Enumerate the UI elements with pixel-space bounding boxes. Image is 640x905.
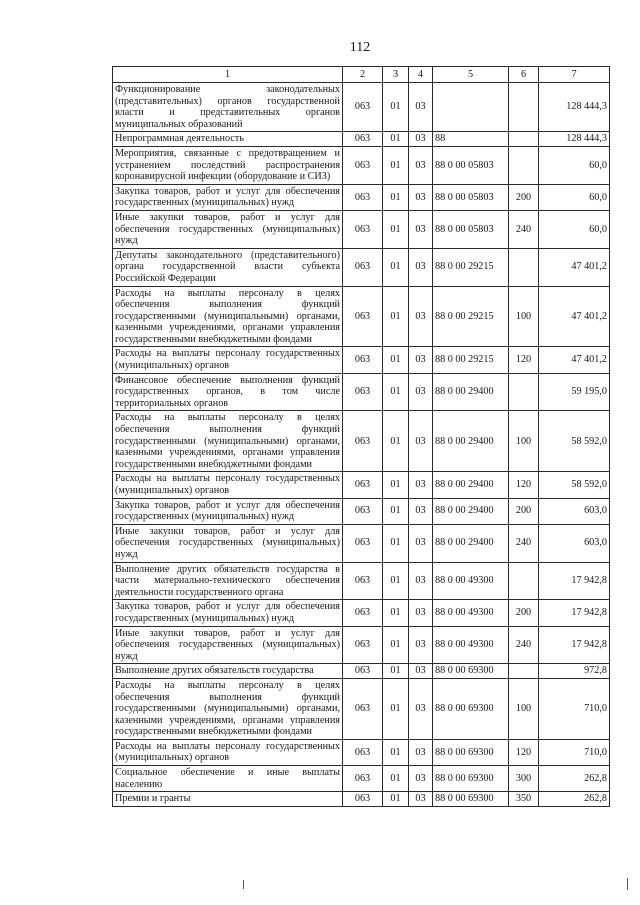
header-cell: 3 xyxy=(383,67,409,83)
header-cell: 7 xyxy=(539,67,610,83)
table-row xyxy=(113,664,610,679)
cell-col-5: 88 0 00 49300 xyxy=(433,562,509,600)
cell-col-2: 063 xyxy=(343,248,383,286)
cell-col-7: 47 401,2 xyxy=(539,347,610,373)
cell-col-6: 120 xyxy=(509,347,539,373)
cell-col-7: 262,8 xyxy=(539,766,610,792)
cell-col-4: 03 xyxy=(409,664,433,679)
cell-col-7: 60,0 xyxy=(539,184,610,210)
cell-row-name: Расходы на выплаты персоналу государственных (муниципальных) органов xyxy=(113,739,343,765)
cell-col-2: 063 xyxy=(343,373,383,411)
cell-col-5: 88 0 00 49300 xyxy=(433,626,509,664)
cell-col-5: 88 0 00 29215 xyxy=(433,286,509,347)
table-row xyxy=(113,498,610,524)
cell-col-2: 063 xyxy=(343,472,383,498)
cell-col-7: 262,8 xyxy=(539,792,610,807)
scan-mark xyxy=(243,880,244,889)
cell-col-4: 03 xyxy=(409,524,433,562)
table-row xyxy=(113,83,610,132)
cell-col-6: 200 xyxy=(509,498,539,524)
cell-col-4: 03 xyxy=(409,248,433,286)
cell-col-3: 01 xyxy=(383,132,409,147)
cell-col-6: 240 xyxy=(509,626,539,664)
cell-col-7: 710,0 xyxy=(539,739,610,765)
cell-col-5: 88 0 00 05803 xyxy=(433,146,509,184)
cell-col-5: 88 0 00 29215 xyxy=(433,248,509,286)
cell-row-name: Иные закупки товаров, работ и услуг для обеспечения государственных (муниципальных) нужд xyxy=(113,210,343,248)
cell-row-name: Закупка товаров, работ и услуг для обеспечения государственных (муниципальных) нужд xyxy=(113,498,343,524)
cell-col-2: 063 xyxy=(343,498,383,524)
table-row xyxy=(113,184,610,210)
cell-col-3: 01 xyxy=(383,411,409,472)
cell-row-name: Непрограммная деятельность xyxy=(113,132,343,147)
cell-col-4: 03 xyxy=(409,411,433,472)
cell-col-7: 603,0 xyxy=(539,498,610,524)
cell-col-3: 01 xyxy=(383,498,409,524)
cell-row-name: Закупка товаров, работ и услуг для обеспечения государственных (муниципальных) нужд xyxy=(113,184,343,210)
cell-col-2: 063 xyxy=(343,184,383,210)
cell-col-6: 100 xyxy=(509,286,539,347)
cell-col-7: 47 401,2 xyxy=(539,248,610,286)
cell-col-6 xyxy=(509,132,539,147)
cell-col-4: 03 xyxy=(409,286,433,347)
cell-col-2: 063 xyxy=(343,83,383,132)
cell-col-5: 88 0 00 05803 xyxy=(433,210,509,248)
cell-col-2: 063 xyxy=(343,626,383,664)
cell-row-name: Расходы на выплаты персоналу государственных (муниципальных) органов xyxy=(113,472,343,498)
table-row xyxy=(113,132,610,147)
cell-col-6: 120 xyxy=(509,739,539,765)
table-row xyxy=(113,766,610,792)
cell-col-5: 88 0 00 49300 xyxy=(433,600,509,626)
cell-col-2: 063 xyxy=(343,524,383,562)
cell-col-7: 59 195,0 xyxy=(539,373,610,411)
table-row xyxy=(113,562,610,600)
cell-col-3: 01 xyxy=(383,373,409,411)
cell-col-7: 972,8 xyxy=(539,664,610,679)
cell-col-5: 88 0 00 69300 xyxy=(433,664,509,679)
cell-col-6 xyxy=(509,83,539,132)
cell-col-7: 60,0 xyxy=(539,210,610,248)
cell-col-7: 58 592,0 xyxy=(539,411,610,472)
header-cell: 2 xyxy=(343,67,383,83)
cell-col-3: 01 xyxy=(383,524,409,562)
table-header-row xyxy=(113,67,610,83)
cell-col-5: 88 0 00 69300 xyxy=(433,739,509,765)
cell-col-2: 063 xyxy=(343,562,383,600)
cell-col-6: 120 xyxy=(509,472,539,498)
cell-col-2: 063 xyxy=(343,286,383,347)
cell-row-name: Расходы на выплаты персоналу в целях обеспечения выполнения функций государственными (муниципальными) органами, казенными учреждениями, органами управления государственными внебюджетными фондами xyxy=(113,286,343,347)
table-row xyxy=(113,739,610,765)
cell-col-3: 01 xyxy=(383,678,409,739)
cell-col-6 xyxy=(509,664,539,679)
cell-col-7: 128 444,3 xyxy=(539,83,610,132)
cell-row-name: Выполнение других обязательств государства xyxy=(113,664,343,679)
cell-col-6: 240 xyxy=(509,210,539,248)
cell-col-5: 88 0 00 69300 xyxy=(433,766,509,792)
budget-table xyxy=(112,66,610,807)
cell-row-name: Социальное обеспечение и иные выплаты населению xyxy=(113,766,343,792)
cell-col-6: 240 xyxy=(509,524,539,562)
table-row xyxy=(113,210,610,248)
cell-col-2: 063 xyxy=(343,600,383,626)
cell-col-6: 200 xyxy=(509,184,539,210)
cell-col-4: 03 xyxy=(409,678,433,739)
cell-col-2: 063 xyxy=(343,146,383,184)
cell-row-name: Закупка товаров, работ и услуг для обеспечения государственных (муниципальных) нужд xyxy=(113,600,343,626)
cell-col-4: 03 xyxy=(409,792,433,807)
cell-col-5: 88 0 00 29400 xyxy=(433,498,509,524)
cell-col-2: 063 xyxy=(343,678,383,739)
cell-row-name: Расходы на выплаты персоналу государственных (муниципальных) органов xyxy=(113,347,343,373)
cell-col-2: 063 xyxy=(343,411,383,472)
cell-col-6: 300 xyxy=(509,766,539,792)
table-row xyxy=(113,373,610,411)
cell-col-5 xyxy=(433,83,509,132)
cell-col-5: 88 0 00 69300 xyxy=(433,792,509,807)
table-row xyxy=(113,626,610,664)
table-row xyxy=(113,678,610,739)
scan-mark xyxy=(627,878,628,890)
cell-col-4: 03 xyxy=(409,347,433,373)
cell-col-6: 350 xyxy=(509,792,539,807)
cell-row-name: Выполнение других обязательств государства в части материально-технического обеспечения деятельности государственного органа xyxy=(113,562,343,600)
cell-col-3: 01 xyxy=(383,664,409,679)
table-row xyxy=(113,792,610,807)
cell-col-2: 063 xyxy=(343,664,383,679)
cell-col-4: 03 xyxy=(409,373,433,411)
cell-col-5: 88 0 00 05803 xyxy=(433,184,509,210)
cell-col-3: 01 xyxy=(383,472,409,498)
cell-row-name: Депутаты законодательного (представительного) органа государственной власти субъекта Российской Федерации xyxy=(113,248,343,286)
cell-col-7: 17 942,8 xyxy=(539,562,610,600)
cell-col-4: 03 xyxy=(409,766,433,792)
cell-col-6: 100 xyxy=(509,678,539,739)
cell-col-5: 88 0 00 29400 xyxy=(433,373,509,411)
cell-row-name: Иные закупки товаров, работ и услуг для обеспечения государственных (муниципальных) нужд xyxy=(113,626,343,664)
cell-col-7: 58 592,0 xyxy=(539,472,610,498)
cell-row-name: Расходы на выплаты персоналу в целях обеспечения выполнения функций государственными (муниципальными) органами, казенными учреждениями, органами управления государственными внебюджетными фондами xyxy=(113,678,343,739)
cell-col-2: 063 xyxy=(343,210,383,248)
cell-col-7: 710,0 xyxy=(539,678,610,739)
cell-col-5: 88 0 00 69300 xyxy=(433,678,509,739)
cell-col-4: 03 xyxy=(409,600,433,626)
cell-col-4: 03 xyxy=(409,83,433,132)
cell-row-name: Функционирование законодательных (представительных) органов государственной власти и представительных органов муниципальных образований xyxy=(113,83,343,132)
cell-row-name: Финансовое обеспечение выполнения функций государственных органов, в том числе территориальных органов xyxy=(113,373,343,411)
cell-col-3: 01 xyxy=(383,626,409,664)
table-row xyxy=(113,286,610,347)
cell-col-3: 01 xyxy=(383,562,409,600)
header-cell: 4 xyxy=(409,67,433,83)
cell-col-5: 88 0 00 29400 xyxy=(433,472,509,498)
cell-col-4: 03 xyxy=(409,184,433,210)
cell-col-5: 88 0 00 29215 xyxy=(433,347,509,373)
cell-col-4: 03 xyxy=(409,132,433,147)
cell-col-3: 01 xyxy=(383,286,409,347)
cell-col-3: 01 xyxy=(383,766,409,792)
cell-col-2: 063 xyxy=(343,766,383,792)
cell-col-2: 063 xyxy=(343,132,383,147)
cell-row-name: Мероприятия, связанные с предотвращением и устранением последствий распространения коронавирусной инфекции (оборудование и СИЗ) xyxy=(113,146,343,184)
cell-col-3: 01 xyxy=(383,248,409,286)
table-row xyxy=(113,146,610,184)
cell-col-6: 100 xyxy=(509,411,539,472)
cell-col-6 xyxy=(509,562,539,600)
cell-col-4: 03 xyxy=(409,739,433,765)
cell-col-5: 88 xyxy=(433,132,509,147)
cell-row-name: Иные закупки товаров, работ и услуг для обеспечения государственных (муниципальных) нужд xyxy=(113,524,343,562)
header-cell: 5 xyxy=(433,67,509,83)
cell-row-name: Расходы на выплаты персоналу в целях обеспечения выполнения функций государственными (муниципальными) органами, казенными учреждениями, органами управления государственными внебюджетными фондами xyxy=(113,411,343,472)
cell-col-3: 01 xyxy=(383,210,409,248)
cell-col-4: 03 xyxy=(409,210,433,248)
header-cell: 6 xyxy=(509,67,539,83)
table-row xyxy=(113,600,610,626)
cell-col-7: 47 401,2 xyxy=(539,286,610,347)
page-number: 112 xyxy=(349,40,371,55)
cell-col-4: 03 xyxy=(409,146,433,184)
cell-col-5: 88 0 00 29400 xyxy=(433,411,509,472)
cell-col-7: 60,0 xyxy=(539,146,610,184)
cell-col-7: 128 444,3 xyxy=(539,132,610,147)
cell-col-2: 063 xyxy=(343,347,383,373)
cell-col-3: 01 xyxy=(383,792,409,807)
cell-col-4: 03 xyxy=(409,562,433,600)
cell-col-6 xyxy=(509,146,539,184)
cell-col-3: 01 xyxy=(383,739,409,765)
cell-col-6: 200 xyxy=(509,600,539,626)
cell-col-4: 03 xyxy=(409,472,433,498)
cell-col-7: 603,0 xyxy=(539,524,610,562)
table-row xyxy=(113,411,610,472)
cell-col-7: 17 942,8 xyxy=(539,626,610,664)
cell-col-3: 01 xyxy=(383,146,409,184)
cell-col-6 xyxy=(509,373,539,411)
cell-col-2: 063 xyxy=(343,739,383,765)
table-row xyxy=(113,524,610,562)
cell-col-2: 063 xyxy=(343,792,383,807)
cell-col-4: 03 xyxy=(409,498,433,524)
cell-col-5: 88 0 00 29400 xyxy=(433,524,509,562)
table-row xyxy=(113,248,610,286)
header-cell: 1 xyxy=(113,67,343,83)
cell-col-4: 03 xyxy=(409,626,433,664)
cell-col-3: 01 xyxy=(383,347,409,373)
table-row xyxy=(113,472,610,498)
cell-col-7: 17 942,8 xyxy=(539,600,610,626)
cell-col-6 xyxy=(509,248,539,286)
cell-col-3: 01 xyxy=(383,184,409,210)
table-row xyxy=(113,347,610,373)
cell-col-3: 01 xyxy=(383,83,409,132)
cell-row-name: Премии и гранты xyxy=(113,792,343,807)
cell-col-3: 01 xyxy=(383,600,409,626)
